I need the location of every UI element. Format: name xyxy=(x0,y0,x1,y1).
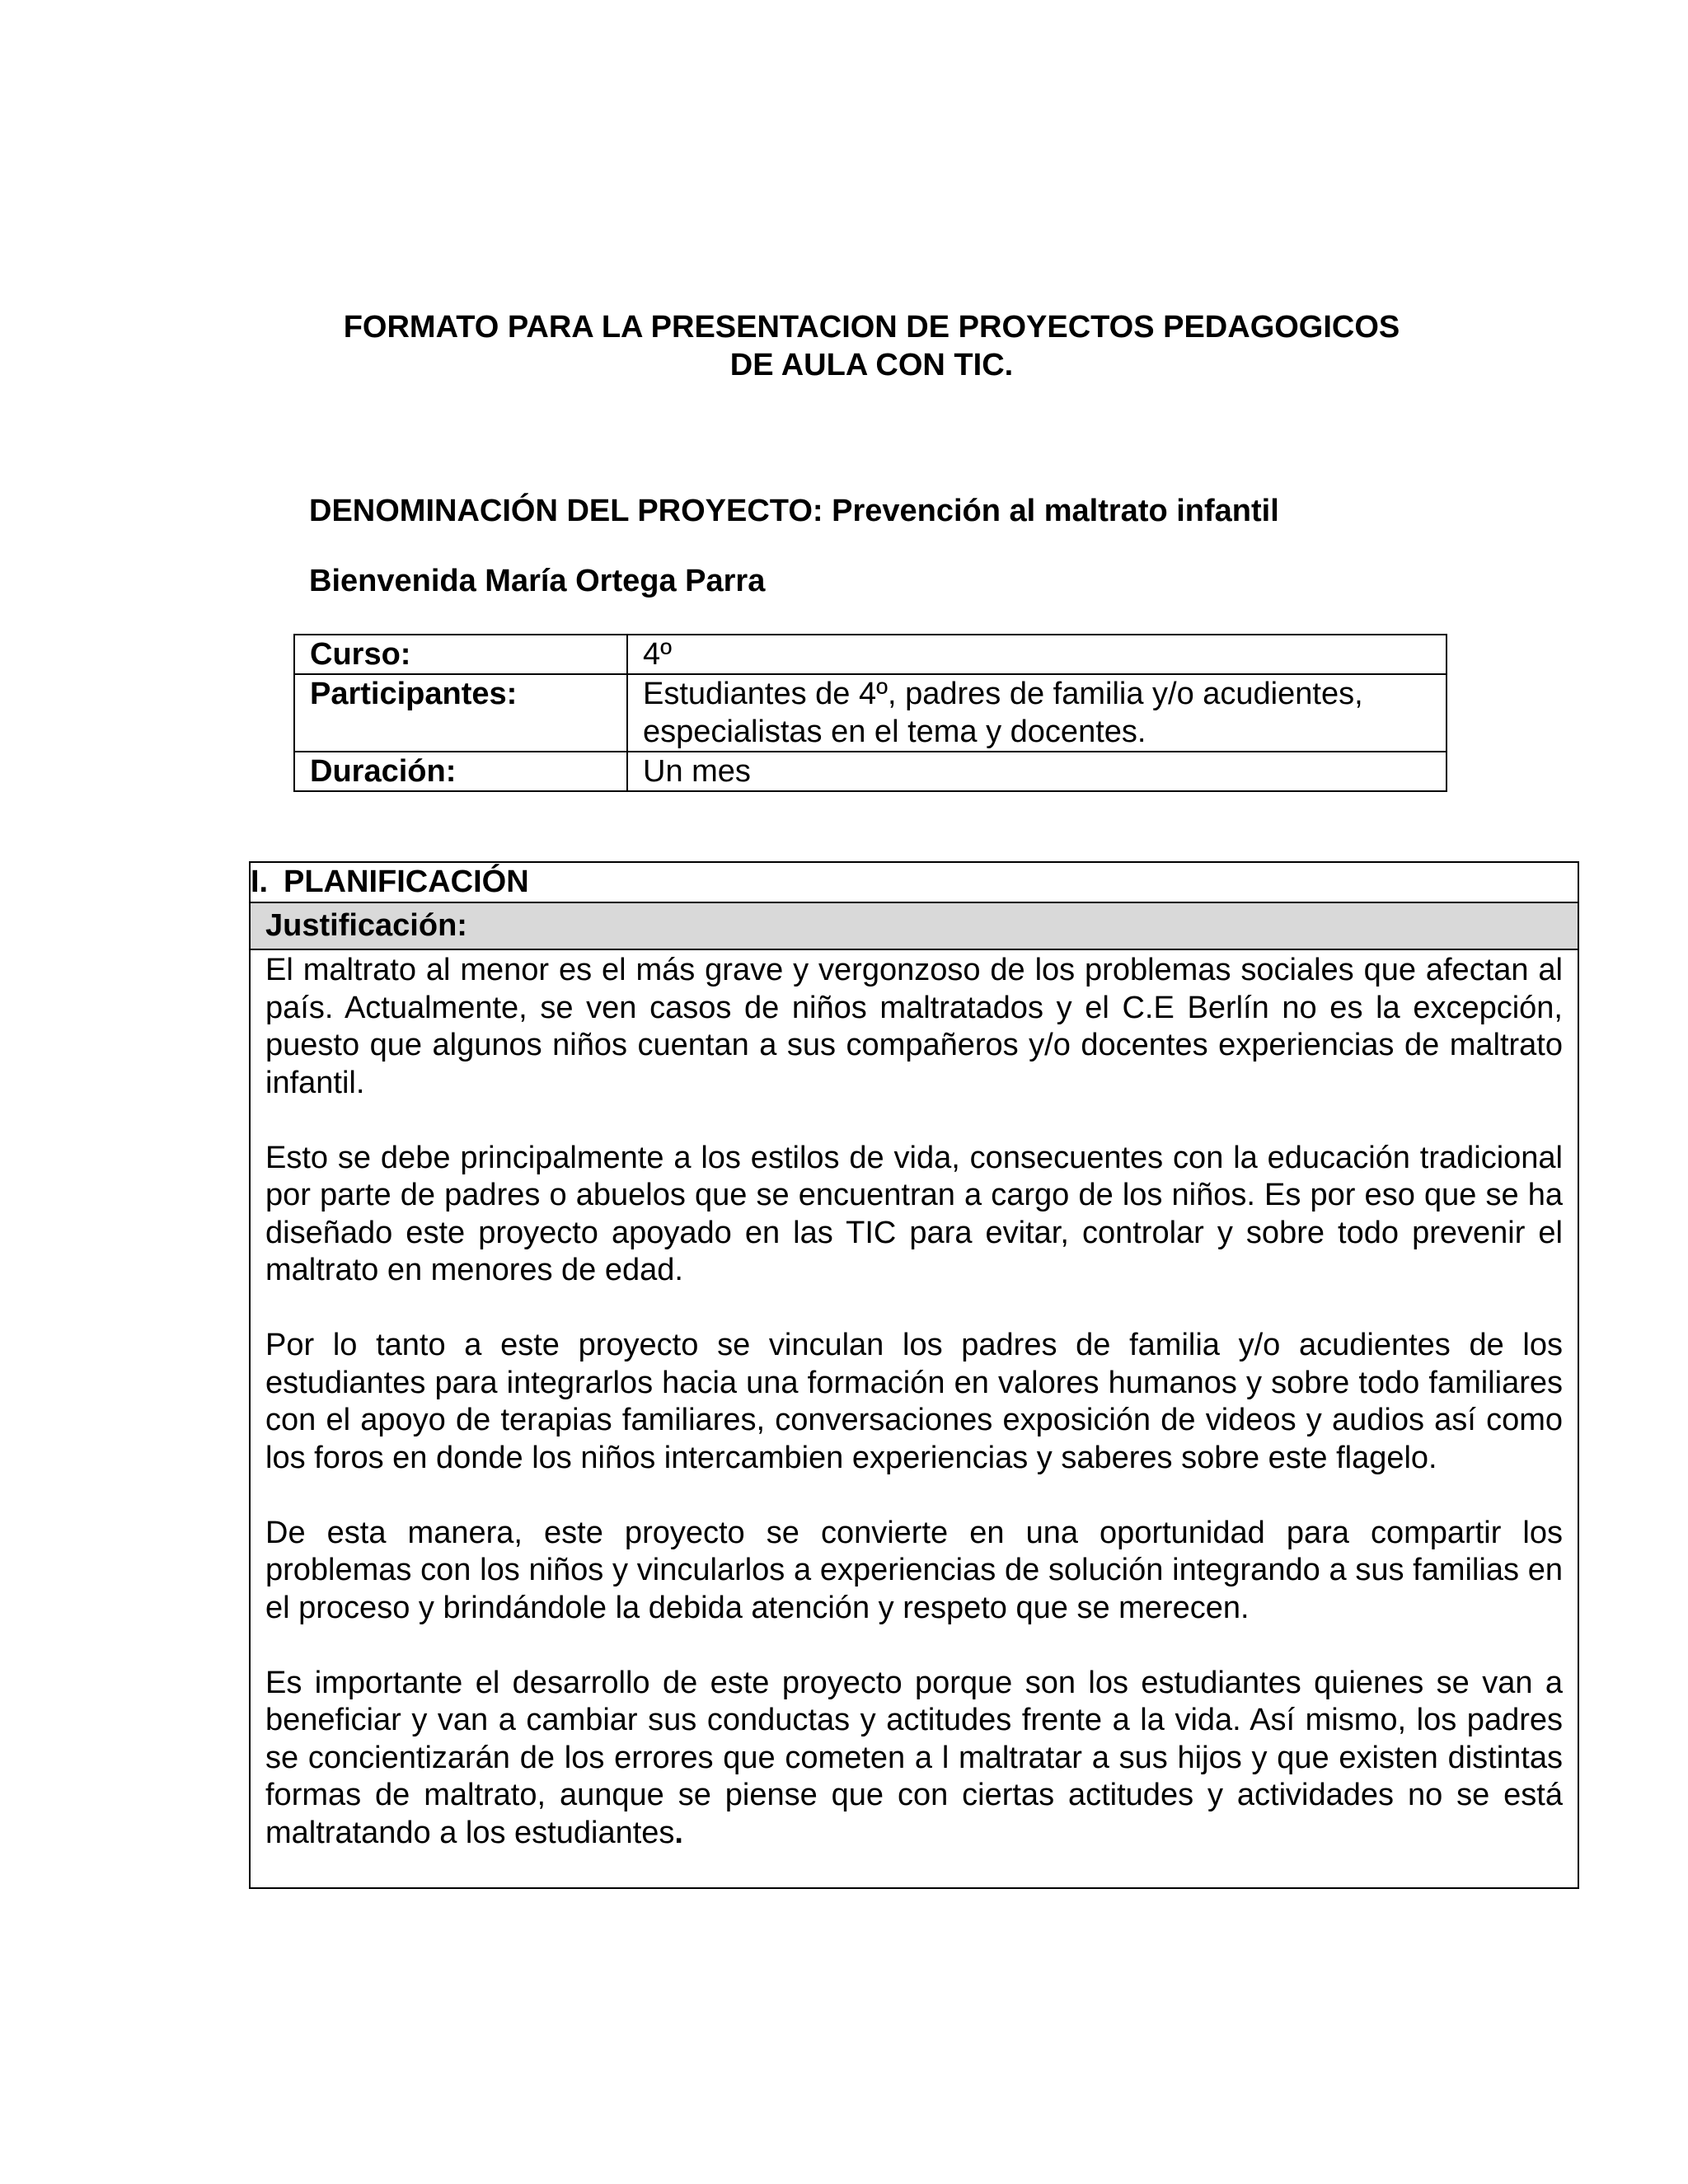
planning-title: PLANIFICACIÓN xyxy=(284,865,529,899)
project-name: Prevención al maltrato infantil xyxy=(832,494,1279,528)
duracion-label: Duración: xyxy=(294,752,627,791)
author-name: Bienvenida María Ortega Parra xyxy=(309,564,766,598)
justification-paragraph: Por lo tanto a este proyecto se vinculan los padres de familia y/o acudientes de los estudiantes para integrarlos hacia una formación en valores humanos y sobre todo familiares con el apoyo de terapias familiares, conversaciones exposición de videos y audios así como los foros en donde los niños intercambien experiencias y saberes sobre este flagelo. xyxy=(265,1328,1563,1475)
planning-heading xyxy=(251,863,1578,903)
justification-body xyxy=(251,950,1578,1852)
document-title-line-2: DE AULA CON TIC. xyxy=(729,348,1014,382)
document-title-line-1: FORMATO PARA LA PRESENTACION DE PROYECTOS PEDAGOGICOS xyxy=(343,310,1400,344)
project-label: DENOMINACIÓN DEL PROYECTO: xyxy=(309,494,823,528)
participantes-value: Estudiantes de 4º, padres de familia y/o acudientes, especialistas en el tema y docentes. xyxy=(627,674,1447,752)
document-title xyxy=(0,308,1688,384)
justification-paragraph: Esto se debe principalmente a los estilos de vida, consecuentes con la educación tradicional por parte de padres o abuelos que se encuentran a cargo de los niños. Es por eso que se ha diseñado este proyecto apoyado en las TIC para evitar, controlar y sobre todo prevenir el maltrato en menores de edad. xyxy=(265,1140,1563,1287)
planning-section xyxy=(249,861,1579,1889)
planning-number: I. xyxy=(251,865,269,899)
table-row xyxy=(294,635,1447,674)
justification-last-period: . xyxy=(674,1815,683,1850)
justification-heading: Justificación: xyxy=(251,903,1578,950)
table-row xyxy=(294,752,1447,791)
justification-paragraph xyxy=(265,1665,1563,1853)
curso-value: 4º xyxy=(627,635,1447,674)
curso-label: Curso: xyxy=(294,635,627,674)
justification-paragraph: De esta manera, este proyecto se convierte en una oportunidad para compartir los problemas con los niños y vincularlos a experiencias de solución integrando a sus familias en el proceso y brindándole la debida atención y respeto que se merecen. xyxy=(265,1515,1563,1625)
table-row xyxy=(294,674,1447,752)
project-info-table xyxy=(293,634,1447,792)
justification-last-text: Es importante el desarrollo de este proyecto porque son los estudiantes quienes se van a beneficiar y van a cambiar sus conductas y actitudes frente a la vida. Así mismo, los padres se concientizarán de los errores que cometen a l maltratar a sus hijos y que existen distintas formas de maltrato, aunque se piense que con ciertas actitudes y actividades no se está maltratando a los estudiantes xyxy=(265,1665,1563,1850)
project-denomination xyxy=(309,492,1279,530)
participantes-label: Participantes: xyxy=(294,674,627,752)
duracion-value: Un mes xyxy=(627,752,1447,791)
justification-paragraph: El maltrato al menor es el más grave y vergonzoso de los problemas sociales que afectan al país. Actualmente, se ven casos de niños maltratados y el C.E Berlín no es la excepción, puesto que algunos niños cuentan a sus compañeros y/o docentes experiencias de maltrato infantil. xyxy=(265,953,1563,1100)
